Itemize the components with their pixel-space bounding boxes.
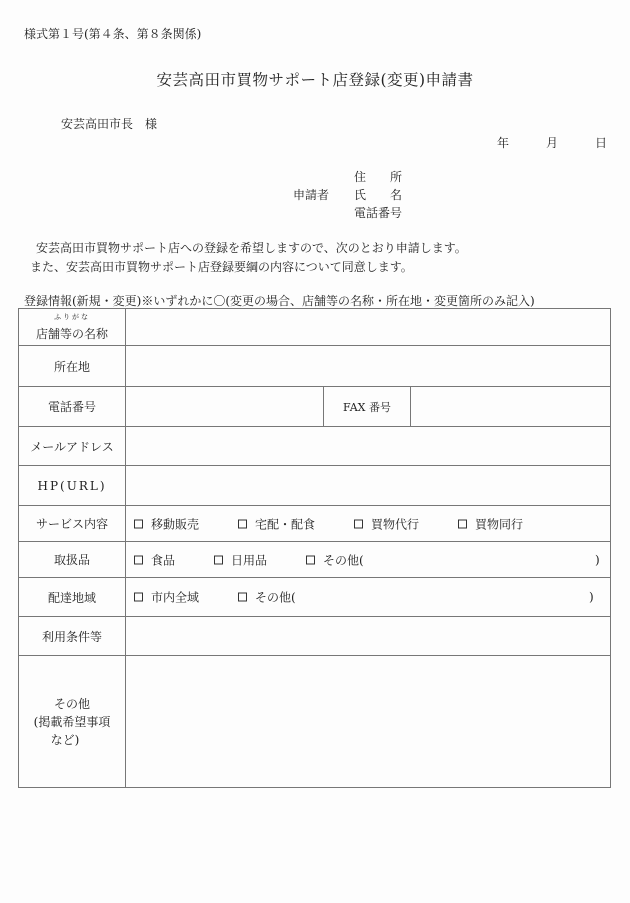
- service-label: サービス内容: [35, 517, 108, 531]
- goods-option-daily-goods[interactable]: 日用品: [214, 551, 267, 568]
- fax-label: FAX 番号: [323, 387, 411, 426]
- date-month-label: 月: [546, 136, 559, 150]
- goods-option-other[interactable]: その他(: [306, 551, 364, 568]
- email-field[interactable]: [126, 427, 610, 465]
- document-title: 安芸高田市買物サポート店登録(変更)申請書: [156, 71, 474, 89]
- checkbox-icon[interactable]: [458, 519, 467, 528]
- row-service: [19, 505, 610, 541]
- terms-label: 利用条件等: [41, 629, 102, 644]
- registration-info-heading: 登録情報(新規・変更)※いずれかに〇(変更の場合、店舗等の名称・所在地・変更箇所のみ記入): [24, 294, 535, 308]
- service-option-delivery-meals[interactable]: 宅配・配食: [238, 515, 315, 532]
- row-location: [19, 345, 610, 386]
- delivery-option-other[interactable]: その他(: [238, 589, 296, 606]
- consent-statement: また、安芸高田市買物サポート店登録要綱の内容について同意します。: [30, 260, 413, 274]
- goods-options: [126, 542, 610, 577]
- store-name-label-cell: [19, 309, 126, 345]
- addressee: 安芸高田市長 様: [61, 117, 158, 131]
- service-option-shopping-escort[interactable]: 買物同行: [458, 515, 523, 532]
- hp-label: HP(URL): [37, 478, 107, 493]
- applicant-phone-label: 電話番号: [354, 206, 403, 220]
- other-label-line3: など): [50, 733, 80, 747]
- other-label-line2: (掲載希望事項: [33, 715, 111, 729]
- form-number: 様式第１号(第４条、第８条関係): [24, 27, 202, 41]
- delivery-area-label: 配達地域: [47, 590, 96, 605]
- checkbox-icon[interactable]: [134, 519, 143, 528]
- store-name-field[interactable]: [126, 309, 610, 345]
- row-store-name: [19, 309, 610, 345]
- service-options: [126, 506, 610, 541]
- date-day-label: 日: [595, 136, 608, 150]
- phone-field[interactable]: [126, 387, 323, 426]
- registration-table: [18, 308, 611, 788]
- applicant-address-label: 住 所: [354, 170, 403, 184]
- row-email: [19, 426, 610, 465]
- furigana-label: ふりがな: [54, 313, 90, 321]
- checkbox-icon[interactable]: [354, 519, 363, 528]
- applicant-name-label: 氏 名: [354, 188, 403, 202]
- location-label: 所在地: [53, 359, 90, 374]
- checkbox-icon[interactable]: [238, 519, 247, 528]
- delivery-other-close-paren: ): [589, 590, 594, 604]
- row-other: [19, 655, 610, 788]
- location-field[interactable]: [126, 346, 610, 386]
- hp-field[interactable]: [126, 466, 610, 505]
- terms-field[interactable]: [126, 617, 610, 655]
- store-name-label: 店舗等の名称: [35, 327, 108, 341]
- checkbox-icon[interactable]: [214, 555, 223, 564]
- checkbox-icon[interactable]: [306, 555, 315, 564]
- phone-label: 電話番号: [47, 400, 96, 414]
- other-label-line1: その他: [53, 697, 90, 711]
- row-phone: [19, 386, 610, 426]
- application-statement: 安芸高田市買物サポート店への登録を希望しますので、次のとおり申請します。: [36, 241, 467, 255]
- row-hp: [19, 465, 610, 505]
- fax-field[interactable]: [411, 387, 610, 426]
- delivery-option-citywide[interactable]: 市内全域: [134, 589, 199, 606]
- checkbox-icon[interactable]: [134, 555, 143, 564]
- goods-label: 取扱品: [53, 553, 90, 567]
- delivery-options: [126, 578, 610, 616]
- checkbox-icon[interactable]: [134, 593, 143, 602]
- goods-option-food[interactable]: 食品: [134, 551, 175, 568]
- service-option-mobile-sales[interactable]: 移動販売: [134, 515, 199, 532]
- row-delivery-area: [19, 577, 610, 616]
- other-field[interactable]: [126, 656, 610, 788]
- service-option-shopping-proxy[interactable]: 買物代行: [354, 515, 419, 532]
- row-terms: [19, 616, 610, 655]
- applicant-label: 申請者: [293, 188, 330, 202]
- email-label: メールアドレス: [30, 439, 114, 454]
- checkbox-icon[interactable]: [238, 593, 247, 602]
- date-year-label: 年: [497, 136, 510, 150]
- row-goods: [19, 541, 610, 577]
- goods-other-close-paren: ): [595, 552, 600, 567]
